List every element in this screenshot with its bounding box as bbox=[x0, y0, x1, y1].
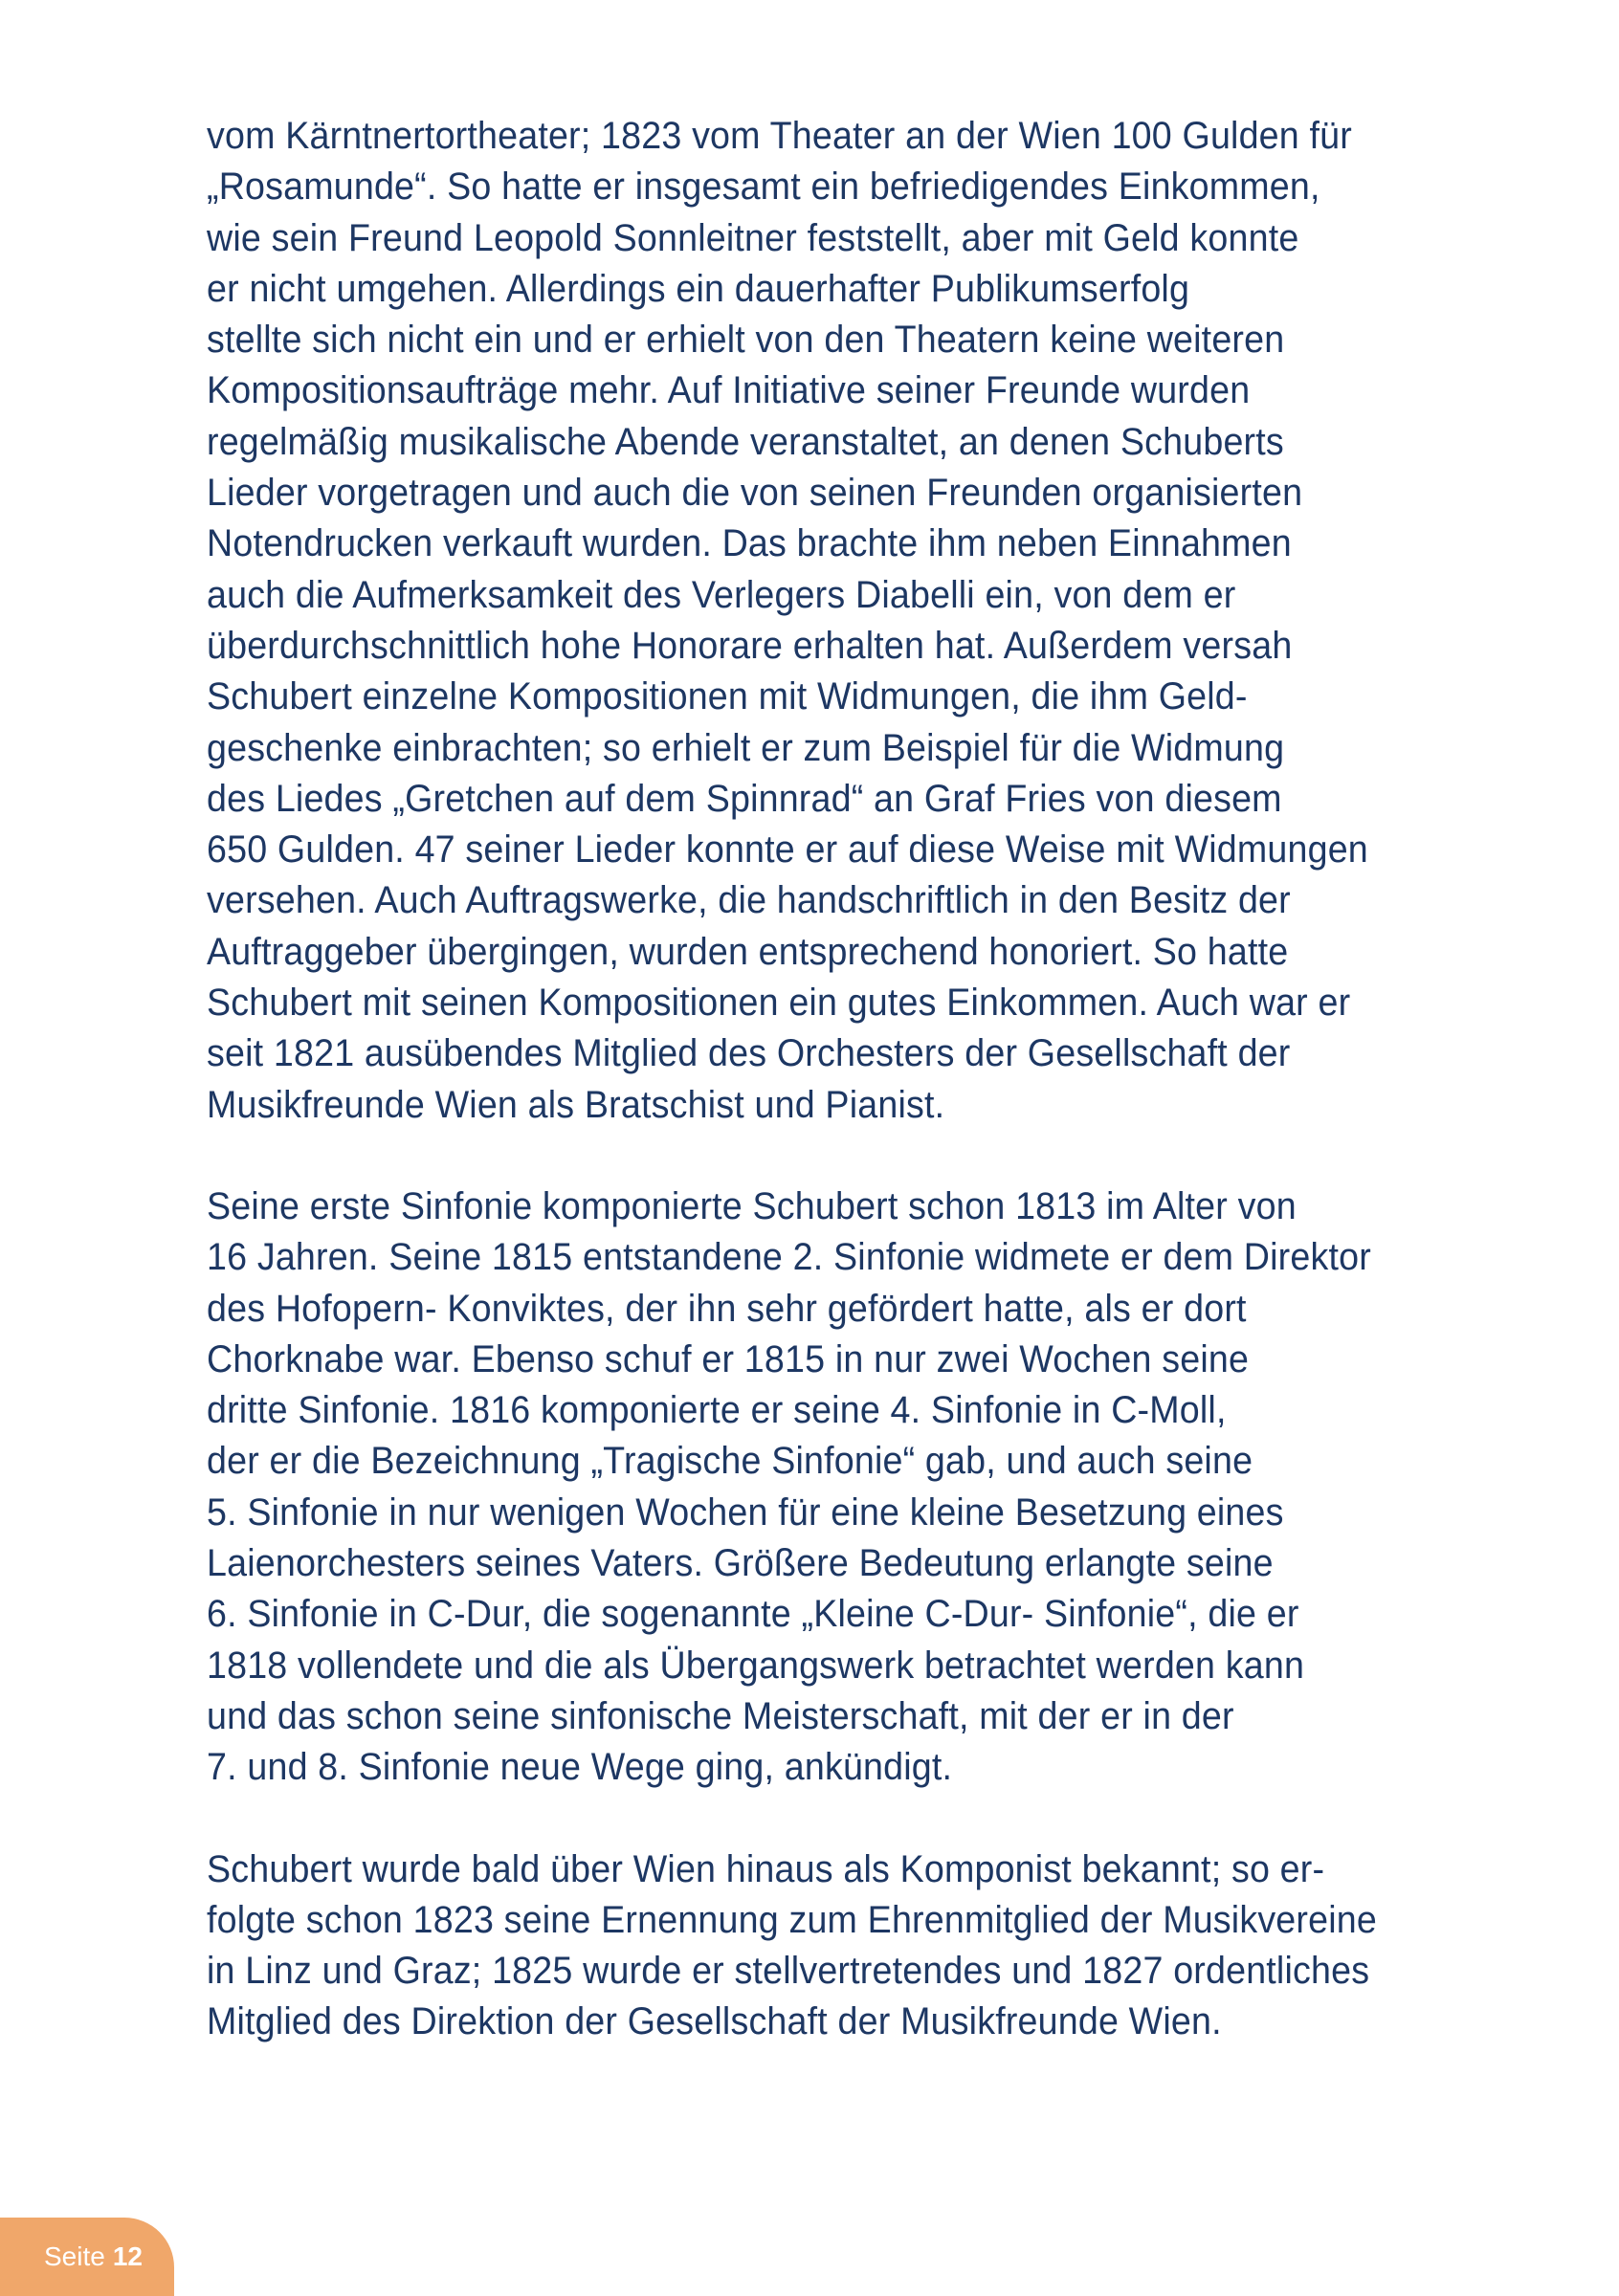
page-label: Seite bbox=[44, 2241, 105, 2271]
body-text bbox=[207, 111, 1451, 2048]
page-number-tab bbox=[0, 2218, 174, 2296]
paragraph-income: vom Kärntnertortheater; 1823 vom Theater an der Wien 100 Gulden für „Rosamunde“. So hatte er insgesamt ein befriedigendes Einkommen, wie sein Freund Leopold Sonnleitner feststellt, aber mit Geld konnte er nicht umgehen. Allerdings ein dauerhafter Publikumserfolg stellte sich nicht ein und er erhielt von den Theatern keine weiteren Kompositionsaufträge mehr. Auf Initiative seiner Freunde wurden regelmäßig musikalische Abende veranstaltet, an denen Schuberts Lieder vorgetragen und auch die von seinen Freunden organisierten Notendrucken verkauft wurden. Das brachte ihm neben Einnahmen auch die Aufmerksamkeit des Verlegers Diabelli ein, von dem er überdurchschnittlich hohe Honorare erhalten hat. Außerdem versah Schubert einzelne Kompositionen mit Widmungen, die ihm Geld- geschenke einbrachten; so erhielt er zum Beispiel für die Widmung des Liedes „Gretchen auf dem Spinnrad“ an Graf Fries von diesem 650 Gulden. 47 seiner Lieder konnte er auf diese Weise mit Widmungen versehen. Auch Auftragswerke, die handschriftlich in den Besitz der Auftraggeber übergingen, wurden entsprechend honoriert. So hatte Schubert mit seinen Kompositionen ein gutes Einkommen. Auch war er seit 1821 ausübendes Mitglied des Orchesters der Gesellschaft der Musikfreunde Wien als Bratschist und Pianist. bbox=[207, 115, 1368, 1126]
page-number: 12 bbox=[112, 2241, 143, 2271]
paragraph-symphonies: Seine erste Sinfonie komponierte Schubert schon 1813 im Alter von 16 Jahren. Seine 1815 entstandene 2. Sinfonie widmete er dem Direktor des Hofopern- Konviktes, der ihn sehr gefördert hatte, als er dort Chorknabe war. Ebenso schuf er 1815 in nur zwei Wochen seine dritte Sinfonie. 1816 komponierte er seine 4. Sinfonie in C-Moll, der er die Bezeichnung „Tragische Sinfonie“ gab, und auch seine 5. Sinfonie in nur wenigen Wochen für eine kleine Besetzung eines Laienorchesters seines Vaters. Größere Bedeutung erlangte seine 6. Sinfonie in C-Dur, die sogenannte „Kleine C-Dur- Sinfonie“, die er 1818 vollendete und die als Übergangswerk betrachtet werden kann und das schon seine sinfonische Meisterschaft, mit der er in der 7. und 8. Sinfonie neue Wege ging, ankündigt. bbox=[207, 1184, 1371, 1789]
paragraph-recognition: Schubert wurde bald über Wien hinaus als Komponist bekannt; so er- folgte schon 1823 seine Ernennung zum Ehrenmitglied der Musikvereine in Linz und Graz; 1825 wurde er stellvertretendes und 1827 ordentliches Mitglied des Direktion der Gesellschaft der Musikfreunde Wien. bbox=[207, 1847, 1377, 2043]
